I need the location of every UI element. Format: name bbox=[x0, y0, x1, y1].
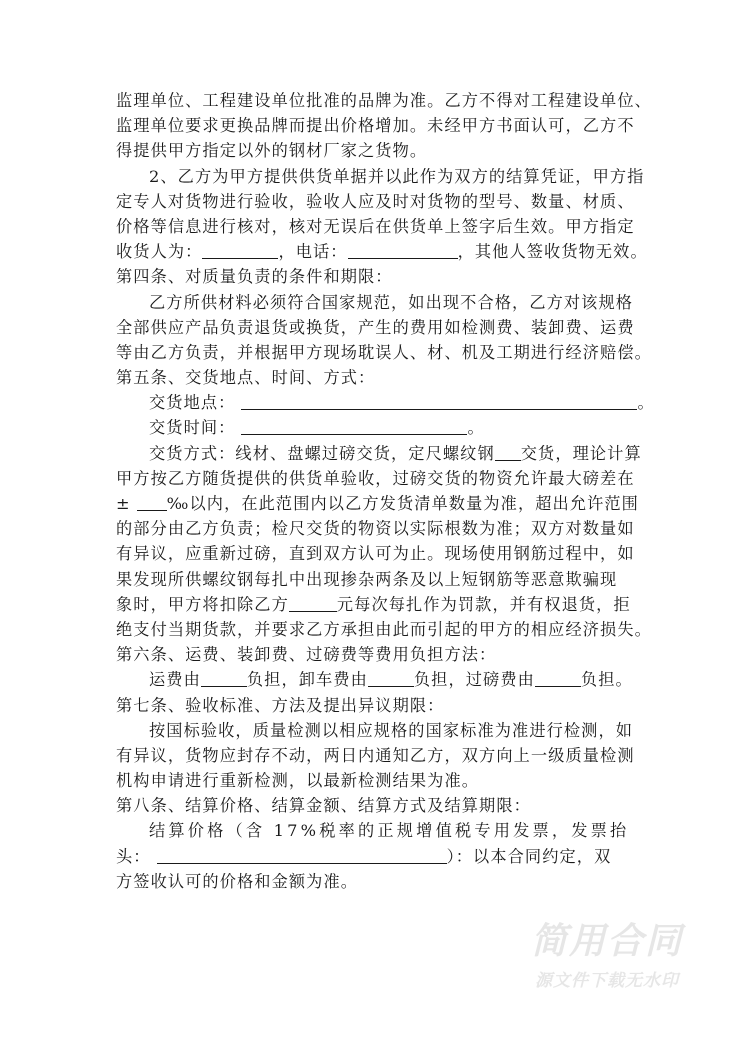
text-line: 得提供甲方指定以外的钢材厂家之货物。 bbox=[116, 141, 428, 161]
invoice-title-line bbox=[116, 844, 632, 869]
delivery-time-blank[interactable] bbox=[241, 418, 467, 435]
article-5-heading: 第五条、交货地点、时间、方式： bbox=[116, 368, 376, 388]
period-mark: 。 bbox=[637, 393, 655, 413]
receiver-note: ，其他人签收货物无效。 bbox=[457, 242, 648, 262]
text-line: 全部供应产品负责退货或换货，产生的费用如检测费、装卸费、运费 bbox=[116, 317, 635, 337]
penalty-text: 元每次每扎作为罚款，并有权退货，拒 bbox=[336, 594, 631, 614]
clause-2-line: 2、乙方为甲方提供供货单据并以此作为双方的结算凭证，甲方指 bbox=[149, 166, 645, 186]
text-line: 乙方所供材料必须符合国家规范，如出现不合格，乙方对该规格 bbox=[149, 292, 634, 312]
receiver-name-blank[interactable] bbox=[202, 242, 278, 259]
receiver-phone-blank[interactable] bbox=[348, 242, 458, 259]
text-line: 监理单位、工程建设单位批准的品牌为准。乙方不得对工程建设单位、 bbox=[116, 91, 652, 110]
delivery-place-line bbox=[116, 390, 655, 415]
penalty-line bbox=[116, 592, 632, 617]
text-line: 定专人对货物进行验收，验收人应及时对货物的型号、数量、材质、 bbox=[116, 191, 635, 211]
freight-label: 运费由 bbox=[149, 670, 201, 690]
watermark-logo-text: 简用合同 bbox=[530, 921, 683, 962]
delivery-method-line bbox=[116, 441, 642, 466]
delivery-method-text: 交货，理论计算 bbox=[520, 443, 642, 463]
tolerance-text: ‰以内，在此范围内以乙方发货清单数量为准，超出允许范围 bbox=[166, 494, 639, 513]
text-line: 价格等信息进行核对，核对无误后在供货单上签字后生效。甲方指定 bbox=[116, 216, 635, 236]
plus-minus-sign: ± bbox=[116, 494, 131, 513]
tolerance-line bbox=[116, 491, 639, 516]
penalty-amount-blank[interactable] bbox=[289, 595, 337, 612]
text-line: 监理单位要求更换品牌而提出价格增加。未经甲方书面认可，乙方不 bbox=[116, 116, 635, 136]
article-6-heading: 第六条、运费、装卸费、过磅费等费用负担方法： bbox=[116, 645, 497, 665]
delivery-place-label: 交货地点： bbox=[149, 393, 236, 413]
delivery-time-label: 交货时间： bbox=[149, 418, 236, 438]
text-line: 结算价格（含 17%税率的正规增值税专用发票，发票抬 bbox=[149, 821, 630, 841]
invoice-title-text: ）：以本合同约定，双 bbox=[446, 846, 612, 866]
bear-text: 负担。 bbox=[580, 670, 633, 690]
article-4-heading: 第四条、对质量负责的条件和期限： bbox=[116, 267, 393, 287]
text-line: 甲方按乙方随货提供的供货单验收，过磅交货的物资允许最大磅差在 bbox=[116, 468, 635, 488]
text-line: 有异议，应重新过磅，直到双方认可为止。现场使用钢筋过程中，如 bbox=[116, 544, 635, 564]
text-line: 果发现所供螺纹钢每扎中出现掺杂两条及以上短钢筋等恶意欺骗现 bbox=[116, 569, 618, 589]
article-8-heading: 第八条、结算价格、结算金额、结算方式及结算期限： bbox=[116, 796, 531, 816]
delivery-time-line bbox=[116, 415, 632, 440]
watermark-subtitle: 源文件下载无水印 bbox=[535, 971, 679, 991]
unloading-label: 负担，卸车费由 bbox=[246, 670, 368, 690]
text-line: 方签收认可的价格和金额为准。 bbox=[116, 871, 359, 891]
delivery-method-text: 交货方式：线材、盘螺过磅交货，定尺螺纹钢 bbox=[149, 443, 495, 463]
text-line: 的部分由乙方负责；检尺交货的物资以实际根数为准；双方对数量如 bbox=[116, 519, 635, 539]
text-line: 机构申请进行重新检测，以最新检测结果为准。 bbox=[116, 771, 480, 791]
invoice-title-label: 头： bbox=[116, 846, 151, 866]
phone-label: ，电话： bbox=[278, 242, 348, 262]
invoice-title-blank[interactable] bbox=[157, 847, 447, 864]
text-line: 绝支付当期货款，并要求乙方承担由此而引起的甲方的相应经济损失。 bbox=[116, 619, 652, 639]
receiver-label: 收货人为： bbox=[116, 242, 203, 262]
period-mark: 。 bbox=[467, 418, 485, 438]
text-line: 按国标验收，质量检测以相应规格的国家标准为准进行检测，如 bbox=[149, 720, 634, 740]
tolerance-blank[interactable] bbox=[137, 494, 167, 511]
contract-page bbox=[116, 88, 655, 894]
fee-bearer-line bbox=[116, 667, 632, 692]
text-line: 有异议，货物应封存不动，两日内通知乙方，双方向上一级质量检测 bbox=[116, 745, 635, 765]
unloading-bearer-blank[interactable] bbox=[368, 670, 414, 687]
weighing-label: 负担，过磅费由 bbox=[413, 670, 535, 690]
watermark bbox=[512, 920, 702, 994]
article-7-heading: 第七条、验收标准、方法及提出异议期限： bbox=[116, 695, 445, 715]
penalty-text: 象时，甲方将扣除乙方 bbox=[116, 594, 289, 614]
delivery-place-blank[interactable] bbox=[241, 393, 637, 410]
freight-bearer-blank[interactable] bbox=[201, 670, 247, 687]
rebar-method-blank[interactable] bbox=[495, 444, 521, 461]
receiver-line bbox=[116, 239, 648, 264]
weighing-bearer-blank[interactable] bbox=[535, 670, 581, 687]
text-line: 等由乙方负责，并根据甲方现场耽误人、材、机及工期进行经济赔偿。 bbox=[116, 342, 652, 362]
